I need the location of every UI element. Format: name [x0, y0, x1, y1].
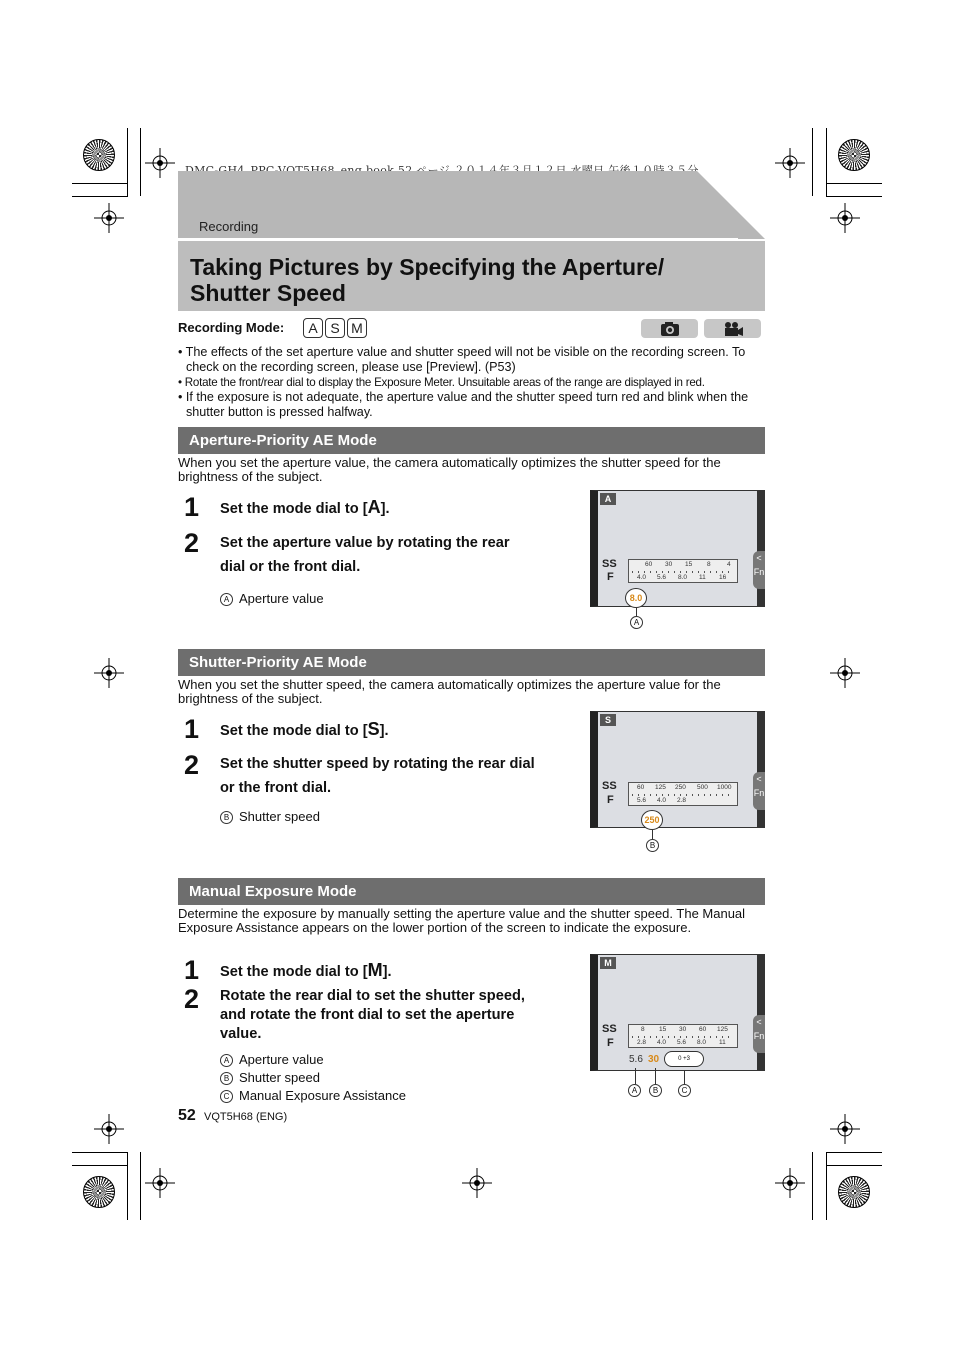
manual-exposure-assist: 0 +3	[664, 1051, 704, 1067]
legend-item: C Manual Exposure Assistance	[220, 1087, 406, 1105]
note-item: • The effects of the set aperture value and shutter speed will not be visible on the recording screen. To check on the recording screen, please use [Preview]. (P53)	[178, 345, 746, 374]
touch-tab-icon: < Fn	[753, 1015, 765, 1053]
legend-item: B Shutter speed	[220, 808, 320, 826]
crop-mark	[826, 1165, 882, 1166]
recording-mode-label: Recording Mode:	[178, 320, 285, 335]
exposure-meter: 60 125 250 500 1000 5.6 4.0 2.8	[628, 782, 738, 806]
step-text: Set the aperture value by rotating the rear dial or the front dial.	[220, 535, 510, 575]
registration-mark	[830, 1114, 860, 1144]
crop-mark	[127, 1152, 128, 1220]
callout-line	[636, 608, 637, 616]
step-number: 2	[184, 528, 200, 558]
chapter-band	[178, 171, 765, 239]
section-intro: When you set the aperture value, the camera automatically optimizes the shutter speed for the brightness of the subject.	[178, 455, 721, 484]
camera-screen-manual: M SS F 8 15 30 60 125 2.8 4.0 5.6 8.0 11 5.6 30 0 +3 < Fn	[590, 954, 765, 1071]
callout-line	[655, 1068, 656, 1084]
crop-mark	[812, 1152, 813, 1220]
shutter-speed-readout: 30	[648, 1054, 660, 1065]
step-text: Set the mode dial to [S].	[220, 719, 389, 739]
mode-m-icon: M	[347, 318, 367, 338]
step-number: 1	[184, 955, 200, 985]
crop-mark	[826, 196, 882, 197]
registration-mark	[830, 658, 860, 688]
crop-mark	[812, 128, 813, 196]
registration-mark	[775, 1168, 805, 1198]
crop-mark	[72, 1165, 128, 1166]
crop-mark	[826, 183, 882, 184]
callout-marker: C	[678, 1084, 691, 1097]
touch-tab-icon: < Fn	[753, 772, 765, 810]
aperture-value-readout: 5.6	[629, 1054, 643, 1065]
step-text: Set the shutter speed by rotating the rear dial or the front dial.	[220, 756, 535, 796]
note-item: • Rotate the front/rear dial to display the Exposure Meter. Unsuitable areas of the range are displayed in red.	[178, 376, 705, 389]
mode-s-icon: S	[325, 318, 345, 338]
callout-marker: A	[628, 1084, 641, 1097]
registration-mark	[145, 148, 175, 178]
camera-screen-aperture: A SS F 60 30 15 8 4 4.0 5.6 8.0 11 16 < Fn	[590, 490, 765, 607]
registration-mark	[775, 148, 805, 178]
page-number: 52	[178, 1107, 196, 1124]
notes-list	[178, 345, 768, 420]
callout-line	[635, 1068, 636, 1084]
crop-mark	[72, 1152, 128, 1153]
step-text: Rotate the rear dial to set the shutter speed, and rotate the front dial to set the aperture value.	[220, 988, 525, 1042]
touch-tab-icon: < Fn	[753, 551, 765, 589]
section-heading-manual: Manual Exposure Mode	[178, 878, 765, 905]
exposure-meter: 8 15 30 60 125 2.8 4.0 5.6 8.0 11	[628, 1024, 738, 1048]
step-number: 2	[184, 984, 200, 1014]
step-number: 1	[184, 492, 200, 522]
printer-starburst-mark	[83, 139, 115, 171]
callout-line	[684, 1070, 685, 1084]
registration-mark	[94, 203, 124, 233]
recording-mode-icons	[303, 318, 367, 338]
page-title-box	[178, 241, 765, 311]
chapter-label: Recording	[199, 219, 259, 234]
page-title: Taking Pictures by Specifying the Aperture/ Shutter Speed	[190, 254, 665, 306]
mode-a-icon: A	[303, 318, 323, 338]
registration-mark	[94, 1114, 124, 1144]
callout-marker: A	[630, 616, 643, 629]
section-intro: When you set the shutter speed, the camera automatically optimizes the aperture value for the brightness of the subject.	[178, 677, 721, 706]
exposure-meter: 60 30 15 8 4 4.0 5.6 8.0 11 16	[628, 559, 738, 583]
registration-mark	[462, 1168, 492, 1198]
note-item: • If the exposure is not adequate, the aperture value and the shutter speed turn red and blink when the shutter button is pressed halfway.	[178, 390, 749, 419]
legend-item: B Shutter speed	[220, 1069, 320, 1087]
crop-mark	[826, 1152, 827, 1220]
legend-item: A Aperture value	[220, 1051, 324, 1069]
step-number: 1	[184, 714, 200, 744]
document-code: VQT5H68 (ENG)	[204, 1111, 288, 1123]
crop-mark	[72, 183, 128, 184]
section-heading-shutter: Shutter-Priority AE Mode	[178, 649, 765, 676]
camera-screen-shutter: S SS F 60 125 250 500 1000 5.6 4.0 2.8 < Fn	[590, 711, 765, 828]
step-number: 2	[184, 750, 200, 780]
callout-marker: B	[646, 839, 659, 852]
callout-line	[652, 830, 653, 839]
printer-starburst-mark	[838, 1176, 870, 1208]
registration-mark	[94, 658, 124, 688]
crop-mark	[140, 128, 141, 196]
callout-marker: B	[649, 1084, 662, 1097]
legend-item: A Aperture value	[220, 590, 324, 608]
printer-starburst-mark	[83, 1176, 115, 1208]
crop-mark	[826, 128, 827, 196]
aperture-value-readout: 8.0	[625, 588, 647, 608]
step-text: Set the mode dial to [A].	[220, 497, 390, 517]
camera-icon	[641, 319, 698, 338]
printer-starburst-mark	[838, 139, 870, 171]
crop-mark	[127, 128, 128, 196]
section-intro: Determine the exposure by manually setting the aperture value and the shutter speed. The Manual Exposure Assistance appears on the lower portion of the screen to indicate the exposure.	[178, 906, 746, 935]
section-heading-aperture: Aperture-Priority AE Mode	[178, 427, 765, 454]
movie-camera-icon	[704, 319, 761, 338]
crop-mark	[140, 1152, 141, 1220]
crop-mark	[72, 196, 128, 197]
crop-mark	[826, 1152, 882, 1153]
chapter-band-divider	[178, 238, 738, 240]
registration-mark	[830, 203, 860, 233]
registration-mark	[145, 1168, 175, 1198]
shutter-speed-readout: 250	[641, 810, 663, 830]
step-text: Set the mode dial to [M].	[220, 960, 392, 980]
